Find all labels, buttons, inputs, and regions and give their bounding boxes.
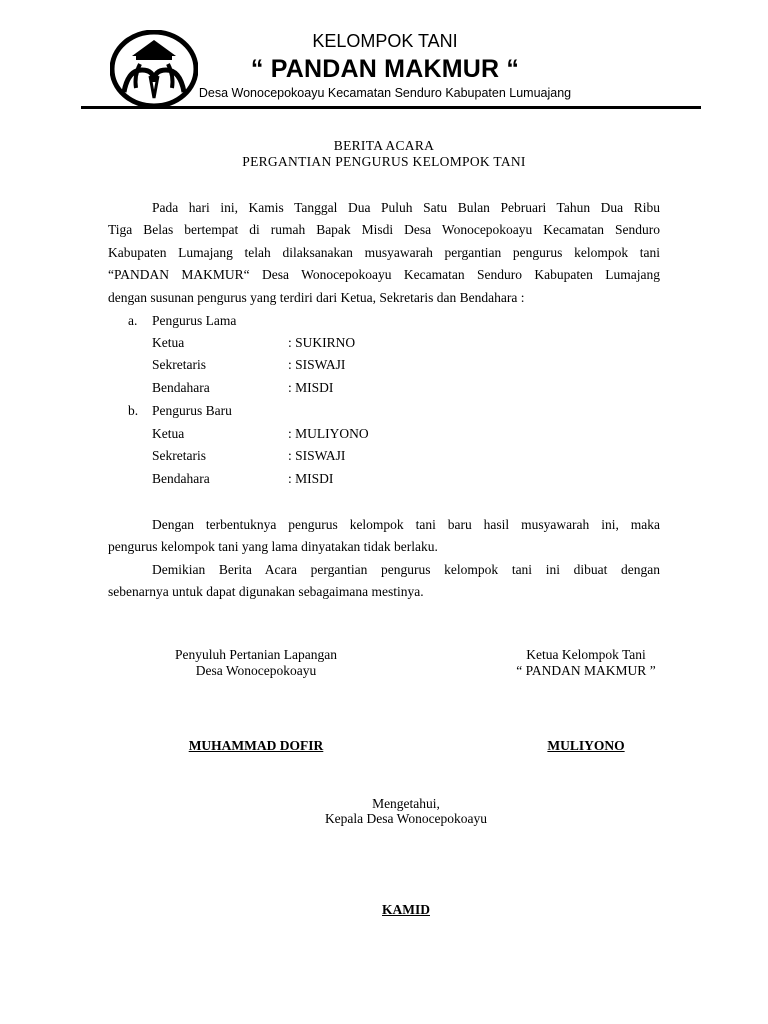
member-name: : SUKIRNO xyxy=(288,335,356,350)
right-signatory-title: Ketua Kelompok Tani xyxy=(526,647,646,662)
role-label: Ketua xyxy=(152,426,185,441)
letterhead-org-type: KELOMPOK TANI xyxy=(312,31,458,51)
letterhead-org-name: “ PANDAN MAKMUR “ xyxy=(250,55,520,83)
member-name: : MISDI xyxy=(288,380,334,395)
member-name: : MULIYONO xyxy=(288,426,369,441)
right-signatory-subtitle: “ PANDAN MAKMUR ” xyxy=(516,663,656,678)
role-label: Sekretaris xyxy=(152,357,206,372)
list-marker: a. xyxy=(128,313,138,328)
left-signatory-subtitle: Desa Wonocepokoayu xyxy=(195,663,317,678)
paragraph-1-line: Kabupaten Lumajang telah dilaksanakan musyawarah pergantian pengurus kelompok tani xyxy=(108,245,660,260)
center-signatory-title: Mengetahui, xyxy=(372,796,440,811)
document-subtitle: PERGANTIAN PENGURUS KELOMPOK TANI xyxy=(242,154,526,169)
letterhead-divider xyxy=(81,106,701,109)
member-name: : SISWAJI xyxy=(288,448,346,463)
left-signatory-name: MUHAMMAD DOFIR xyxy=(188,738,324,753)
list-heading: Pengurus Baru xyxy=(152,403,232,418)
member-name: : MISDI xyxy=(288,471,334,486)
paragraph-3-line: sebenarnya untuk dapat digunakan sebagaimana mestinya. xyxy=(108,584,424,599)
paragraph-2-line: pengurus kelompok tani yang lama dinyatakan tidak berlaku. xyxy=(108,539,438,554)
center-signatory-subtitle: Kepala Desa Wonocepokoayu xyxy=(324,811,488,826)
paragraph-1-line: dengan susunan pengurus yang terdiri dari Ketua, Sekretaris dan Bendahara : xyxy=(108,290,525,305)
paragraph-3-line: Demikian Berita Acara pergantian pengurus kelompok tani ini dibuat dengan xyxy=(152,562,660,577)
center-signatory-name: KAMID xyxy=(382,902,430,917)
paragraph-2-line: Dengan terbentuknya pengurus kelompok tani baru hasil musyawarah ini, maka xyxy=(152,517,660,532)
list-marker: b. xyxy=(128,403,139,418)
document-title: BERITA ACARA xyxy=(333,138,435,153)
paragraph-1-line: Pada hari ini, Kamis Tanggal Dua Puluh Satu Bulan Pebruari Tahun Dua Ribu xyxy=(152,200,660,215)
role-label: Bendahara xyxy=(152,380,210,395)
left-signatory-title: Penyuluh Pertanian Lapangan xyxy=(175,647,337,662)
letterhead-address: Desa Wonocepokoayu Kecamatan Senduro Kabupaten Lumuajang xyxy=(198,86,572,100)
paragraph-1-line: “PANDAN MAKMUR“ Desa Wonocepokoayu Kecamatan Senduro Kabupaten Lumajang xyxy=(108,267,660,282)
member-name: : SISWAJI xyxy=(288,357,346,372)
paragraph-1-line: Tiga Belas bertempat di rumah Bapak Misdi Desa Wonocepokoayu Kecamatan Senduro xyxy=(108,222,660,237)
role-label: Bendahara xyxy=(152,471,210,486)
role-label: Ketua xyxy=(152,335,185,350)
role-label: Sekretaris xyxy=(152,448,206,463)
right-signatory-name: MULIYONO xyxy=(547,738,625,753)
list-heading: Pengurus Lama xyxy=(152,313,237,328)
